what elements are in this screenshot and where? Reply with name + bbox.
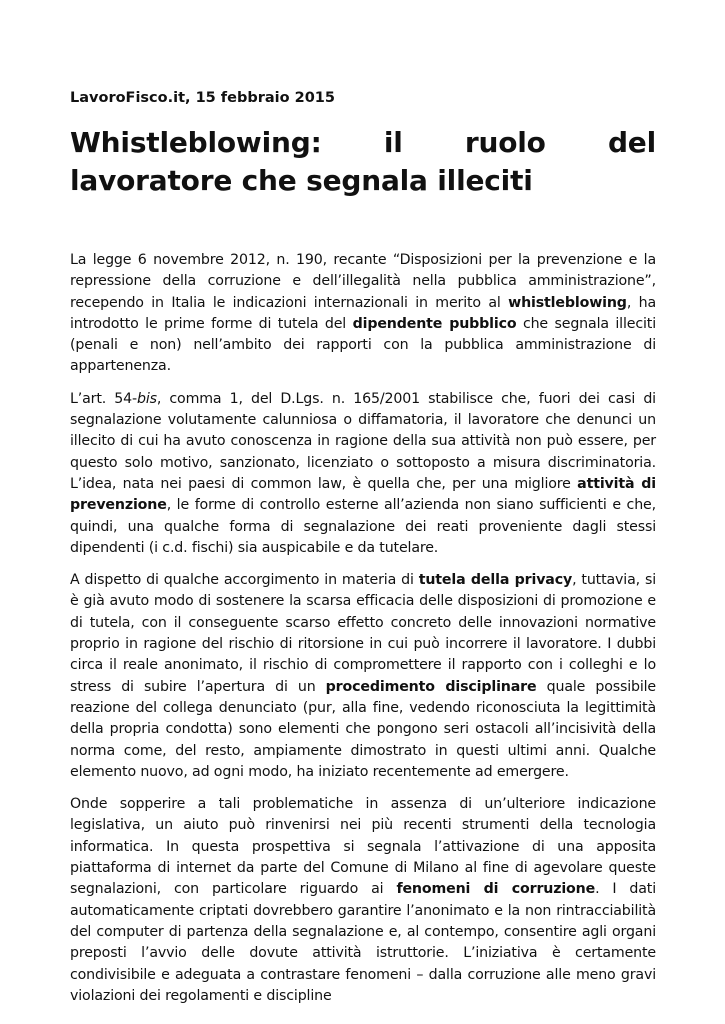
bold-term: attività di prevenzione bbox=[70, 475, 656, 514]
bold-term: tutela della privacy bbox=[418, 572, 573, 589]
paragraph-text: , tuttavia, si è già avuto modo di sostenere la scarsa efficacia delle disposizioni di promozione e di tutela, con il conseguente scarso effetto concreto delle innovazioni normative proprio in ragione del rischio di ritorsione in cui può incorrere il lavoratore. I dubbi circa il reale anonimato, il rischio di compromettere il rapporto con i colleghi e lo stress di subire l’apertura di un bbox=[70, 572, 656, 695]
paragraph-text: L’art. 54- bbox=[70, 390, 137, 407]
source-date-line: LavoroFisco.it, 15 febbraio 2015 bbox=[70, 90, 335, 106]
article-body bbox=[70, 250, 656, 1007]
paragraph-text: La legge 6 novembre 2012, n. 190, recante “Disposizioni per la prevenzione e la repressione della corruzione e dell’illegalità nella pubblica amministrazione”, recependo in Italia le indicazioni internazionali in merito al bbox=[70, 252, 656, 311]
paragraph-text: , ha introdotto le prime forme di tutela del bbox=[70, 294, 656, 332]
bold-term: dipendente pubblico bbox=[352, 315, 517, 332]
paragraph-text: che segnala illeciti (penali e non) nell’ambito dei rapporti con la pubblica amministrazione di appartenenza. bbox=[70, 315, 656, 375]
italic-term: bis bbox=[136, 390, 157, 407]
bold-term: procedimento disciplinare bbox=[325, 678, 537, 695]
bold-term: fenomeni di corruzione bbox=[396, 881, 596, 898]
article-title: Whistleblowing: il ruolo del lavoratore che segnala illeciti bbox=[70, 126, 656, 197]
bold-term: whistleblowing bbox=[508, 294, 627, 311]
paragraph-text: Onde sopperire a tali problematiche in assenza di un’ulteriore indicazione legislativa, un aiuto può rinvenirsi nei più recenti strumenti della tecnologia informatica. In questa prospettiva si segnala l’attivazione di una apposita piattaforma di internet da parte del Comune di Milano al fine di agevolare queste segnalazioni, con particolare riguardo ai bbox=[70, 796, 656, 898]
body-paragraph bbox=[70, 389, 656, 559]
paragraph-text: A dispetto di qualche accorgimento in materia di bbox=[70, 572, 419, 589]
paragraph-text: , comma 1, del D.Lgs. n. 165/2001 stabilisce che, fuori dei casi di segnalazione volutamente calunniosa o diffamatoria, il lavoratore che denunci un illecito di cui ha avuto conoscenza in ragione della sua attività non può essere, per questo solo motivo, sanzionato, licenziato o sottoposto a misura discriminatoria. L’idea, nata nei paesi di common law, è quella che, per una migliore bbox=[70, 390, 656, 492]
document-page bbox=[70, 88, 656, 1018]
paragraph-text: , le forme di controllo esterne all’azienda non siano sufficienti e che, quindi, una qualche forma di segnalazione dei reati proveniente dagli stessi dipendenti (i c.d. fischi) sia auspicabile e da tutelare. bbox=[70, 497, 656, 556]
body-paragraph bbox=[70, 570, 656, 783]
paragraph-text: quale possibile reazione del collega denunciato (pur, alla fine, vedendo riconosciuta la legittimità della propria condotta) sono elementi che pongono seri ostacoli all’incisività della norma come, del resto, ampiamente dimostrato in questi ultimi anni. Qualche elemento nuovo, ad ogni modo, ha iniziato recentemente ad emergere. bbox=[70, 678, 657, 780]
body-paragraph bbox=[70, 794, 656, 1007]
body-paragraph bbox=[70, 250, 656, 378]
paragraph-text: . I dati automaticamente criptati dovrebbero garantire l’anonimato e la non rintracciabilità del computer di partenza della segnalazione e, al contempo, consentire agli organi preposti l’avvio delle dovute attività istruttorie. L’iniziativa è certamente condivisibile e adeguata a contrastare fenomeni – dalla corruzione alle meno gravi violazioni dei regolamenti e discipline bbox=[70, 881, 656, 1004]
